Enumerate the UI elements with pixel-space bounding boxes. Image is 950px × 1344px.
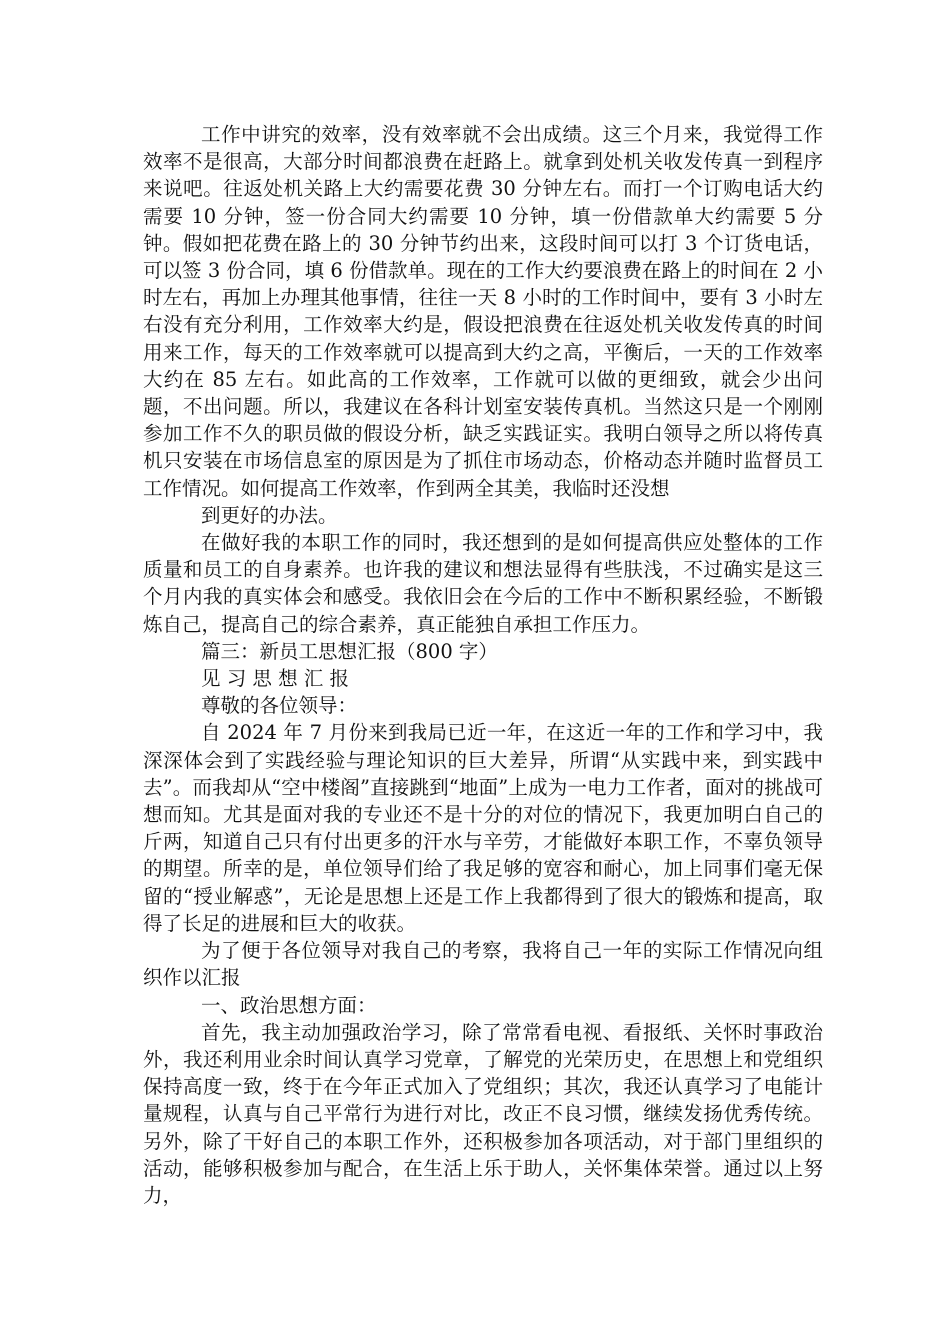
paragraph-report-purpose: 为了便于各位领导对我自己的考察，我将自己一年的实际工作情况向组织作以汇报: [143, 939, 823, 990]
document-body: [143, 121, 823, 1209]
paragraph-political: 首先，我主动加强政治学习，除了常常看电视、看报纸、关怀时事政治外，我还利用业余时间认真学习党章，了解党的光荣历史，在思想上和党组织保持高度一致，终于在今年正式加入了党组织；其次，我还认真学习了电能计量规程，认真与自己平常行为进行对比，改正不良习惯，继续发扬优秀传统。另外，除了干好自己的本职工作外，还积极参加各项活动，对于部门里组织的活动，能够积极参加与配合，在生活上乐于助人，关怀集体荣誉。通过以上努力，: [143, 1020, 823, 1207]
paragraph-intro: 自 2024 年 7 月份来到我局已近一年，在这近一年的工作和学习中，我深深体会到了实践经验与理论知识的巨大差异，所谓“从实践中来，到实践中去”。而我却从“空中楼阁”直接跳到“地面”上成为一电力工作者，面对的挑战可想而知。尤其是面对我的专业还不是十分的对位的情况下，我更加明白自己的斤两，知道自己只有付出更多的汗水与辛劳，才能做好本职工作，不辜负领导的期望。所幸的是，单位领导们给了我足够的宽容和耐心，加上同事们毫无保留的“授业解惑”，无论是思想上还是工作上我都得到了很大的锻炼和提高，取得了长足的进展和巨大的收获。: [143, 721, 823, 935]
section-heading: 篇三：新员工思想汇报（800 字）: [201, 639, 498, 663]
paragraph-better-method: 到更好的办法。: [201, 503, 338, 527]
report-title: 见 习 思 想 汇 报: [201, 667, 349, 691]
paragraph-work-efficiency: 工作中讲究的效率，没有效率就不会出成绩。这三个月来，我觉得工作效率不是很高，大部分时间都浪费在赶路上。就拿到处机关收发传真一到程序来说吧。往返处机关路上大约需要花费 30 分钟左右。而打一个订购电话大约需要 10 分钟，签一份合同大约需要 10 分钟，填一份借款单大约需要 5 分钟。假如把花费在路上的 30 分钟节约出来，这段时间可以打 3 个订货电话，可以签 3 份合同，填 6 份借款单。现在的工作大约要浪费在路上的时间在 2 小时左右，再加上办理其他事情，往往一天 8 小时的工作时间中，要有 3 小时左右没有充分利用，工作效率大约是，假设把浪费在往返处机关收发传真的时间用来工作，每天的工作效率就可以提高到大约之高，平衡后，一天的工作效率大约在 85 左右。如此高的工作效率，工作就可以做的更细致，就会少出问题，不出问题。所以，我建议在各科计划室安装传真机。当然这只是一个刚刚参加工作不久的职员做的假设分析，缺乏实践证实。我明白领导之所以将传真机只安装在市场信息室的原因是为了抓住市场动态，价格动态并随时监督员工工作情况。如何提高工作效率，作到两全其美，我临时还没想: [143, 123, 823, 500]
subheading-political: 一、政治思想方面：: [201, 993, 377, 1017]
salutation: 尊敬的各位领导：: [201, 694, 358, 718]
paragraph-quality-improvement: 在做好我的本职工作的同时，我还想到的是如何提高供应处整体的工作质量和员工的自身素养。也许我的建议和想法显得有些肤浅，不过确实是这三个月内我的真实体会和感受。我依旧会在今后的工作中不断积累经验，不断锻炼自己，提高自己的综合素养，真正能独自承担工作压力。: [143, 531, 823, 636]
